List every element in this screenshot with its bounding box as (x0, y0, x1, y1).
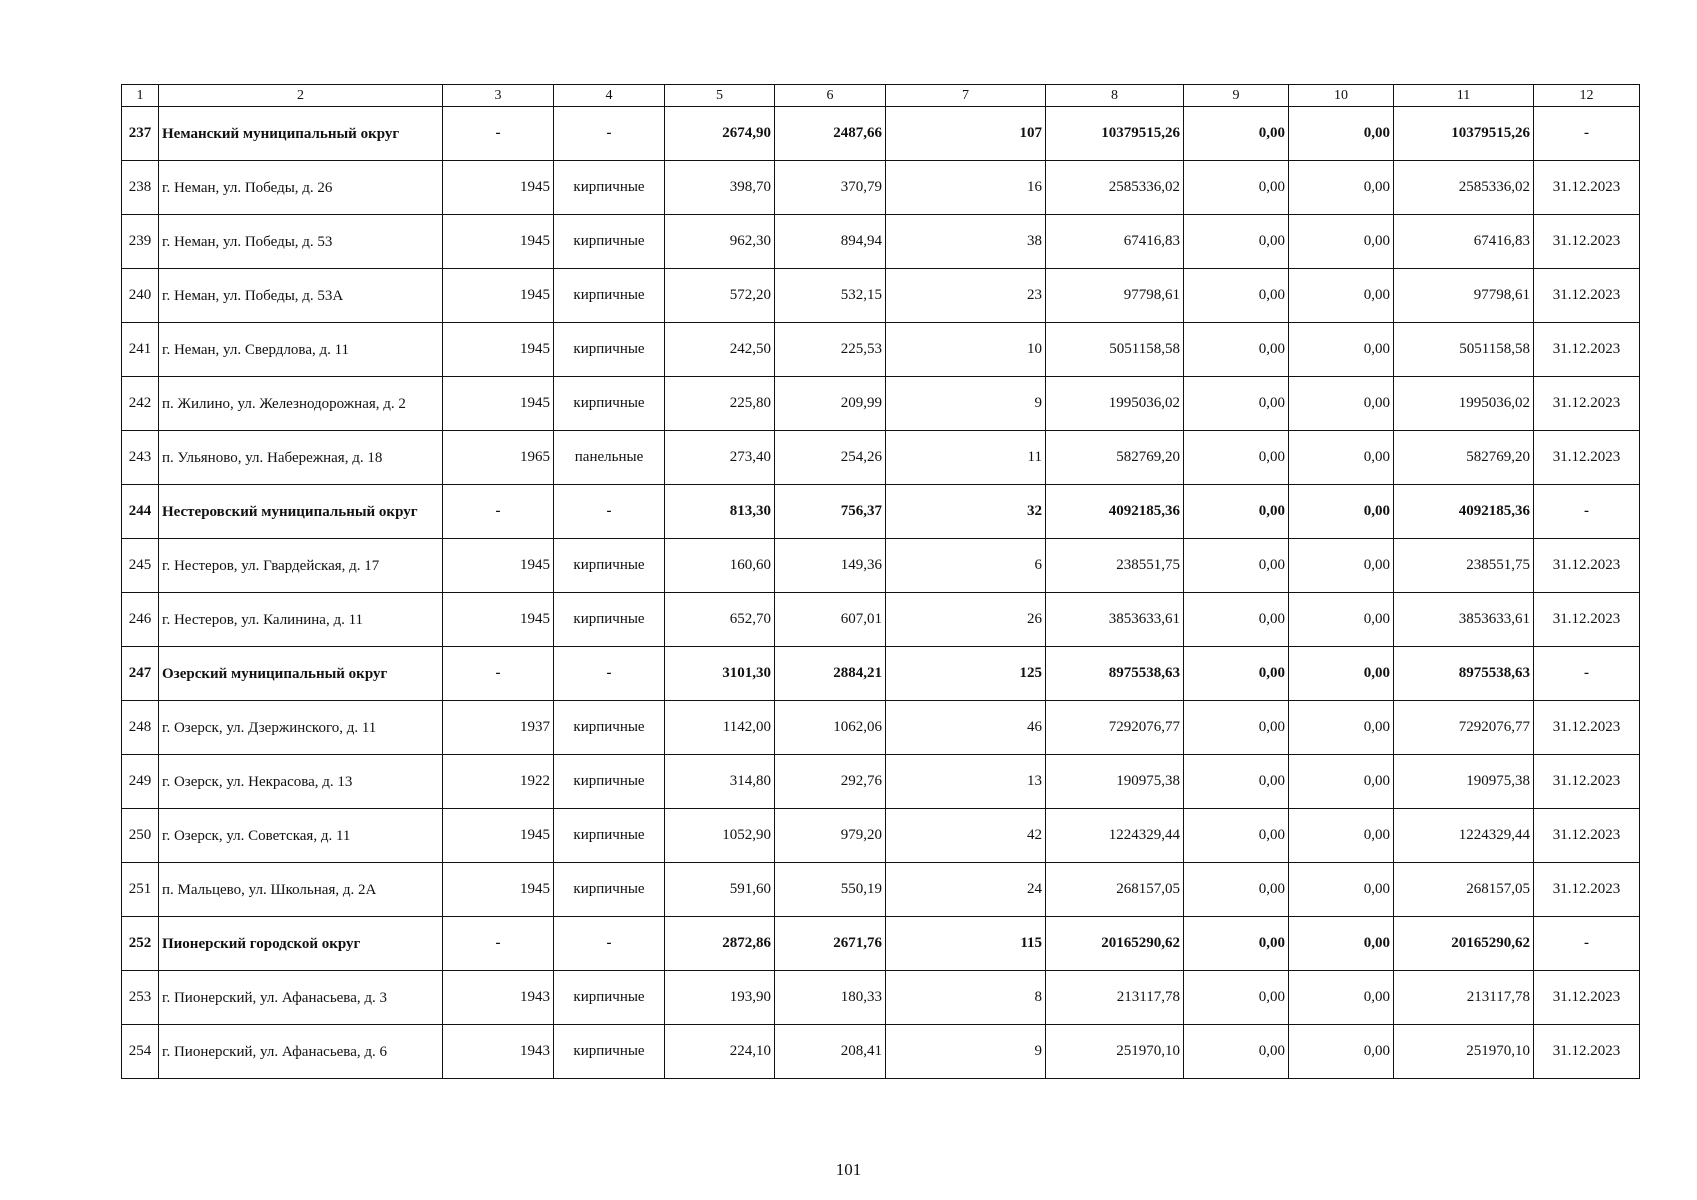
cell-living-area: 1062,06 (775, 701, 886, 755)
table-row (122, 269, 1640, 323)
cell-wall-material: кирпичные (554, 701, 665, 755)
cell-fund-cost: 0,00 (1184, 107, 1289, 161)
cell-residents-count: 125 (886, 647, 1046, 701)
cell-object-name: г. Неман, ул. Свердлова, д. 11 (159, 323, 443, 377)
cell-row-number: 246 (122, 593, 159, 647)
cell-living-area: 149,36 (775, 539, 886, 593)
cell-wall-material: кирпичные (554, 593, 665, 647)
column-header-11: 11 (1394, 85, 1534, 107)
cell-object-name: п. Мальцево, ул. Школьная, д. 2А (159, 863, 443, 917)
cell-wall-material: кирпичные (554, 377, 665, 431)
cell-living-area: 2884,21 (775, 647, 886, 701)
cell-total-area: 1142,00 (665, 701, 775, 755)
cell-year-built: 1943 (443, 1025, 554, 1079)
table-row (122, 809, 1640, 863)
cell-object-name: г. Нестеров, ул. Гвардейская, д. 17 (159, 539, 443, 593)
cell-object-name: г. Озерск, ул. Дзержинского, д. 11 (159, 701, 443, 755)
cell-total-area: 273,40 (665, 431, 775, 485)
cell-living-area: 209,99 (775, 377, 886, 431)
cell-object-name: Неманский муниципальный округ (159, 107, 443, 161)
cell-total-area: 1052,90 (665, 809, 775, 863)
cell-total-area: 225,80 (665, 377, 775, 431)
cell-object-name: г. Пионерский, ул. Афанасьева, д. 6 (159, 1025, 443, 1079)
table-row (122, 701, 1640, 755)
cell-row-number: 237 (122, 107, 159, 161)
cell-year-built: - (443, 107, 554, 161)
cell-residents-count: 9 (886, 1025, 1046, 1079)
cell-year-built: 1943 (443, 971, 554, 1025)
cell-deadline: 31.12.2023 (1534, 377, 1640, 431)
cell-living-area: 180,33 (775, 971, 886, 1025)
cell-other-cost: 10379515,26 (1394, 107, 1534, 161)
cell-living-area: 756,37 (775, 485, 886, 539)
cell-total-area: 3101,30 (665, 647, 775, 701)
cell-wall-material: панельные (554, 431, 665, 485)
cell-row-number: 240 (122, 269, 159, 323)
cell-wall-material: - (554, 647, 665, 701)
cell-fund-cost: 0,00 (1184, 161, 1289, 215)
cell-year-built: 1937 (443, 701, 554, 755)
cell-total-cost: 582769,20 (1046, 431, 1184, 485)
cell-fund-cost: 0,00 (1184, 917, 1289, 971)
cell-residents-count: 38 (886, 215, 1046, 269)
cell-fund-cost: 0,00 (1184, 377, 1289, 431)
column-header-7: 7 (886, 85, 1046, 107)
cell-total-area: 398,70 (665, 161, 775, 215)
cell-row-number: 250 (122, 809, 159, 863)
group-row (122, 107, 1640, 161)
cell-budget-cost: 0,00 (1289, 161, 1394, 215)
cell-other-cost: 20165290,62 (1394, 917, 1534, 971)
cell-wall-material: кирпичные (554, 1025, 665, 1079)
table-row (122, 539, 1640, 593)
cell-year-built: 1945 (443, 539, 554, 593)
cell-total-cost: 4092185,36 (1046, 485, 1184, 539)
column-header-2: 2 (159, 85, 443, 107)
table-row (122, 161, 1640, 215)
cell-object-name: Озерский муниципальный округ (159, 647, 443, 701)
table-row (122, 377, 1640, 431)
cell-budget-cost: 0,00 (1289, 971, 1394, 1025)
cell-other-cost: 2585336,02 (1394, 161, 1534, 215)
cell-object-name: г. Озерск, ул. Советская, д. 11 (159, 809, 443, 863)
cell-total-cost: 67416,83 (1046, 215, 1184, 269)
cell-residents-count: 6 (886, 539, 1046, 593)
cell-living-area: 225,53 (775, 323, 886, 377)
cell-fund-cost: 0,00 (1184, 755, 1289, 809)
cell-wall-material: - (554, 485, 665, 539)
cell-total-cost: 213117,78 (1046, 971, 1184, 1025)
cell-year-built: 1945 (443, 215, 554, 269)
cell-total-area: 652,70 (665, 593, 775, 647)
cell-other-cost: 213117,78 (1394, 971, 1534, 1025)
cell-row-number: 245 (122, 539, 159, 593)
cell-residents-count: 11 (886, 431, 1046, 485)
cell-residents-count: 32 (886, 485, 1046, 539)
cell-year-built: - (443, 485, 554, 539)
cell-total-cost: 238551,75 (1046, 539, 1184, 593)
table-row (122, 1025, 1640, 1079)
cell-row-number: 243 (122, 431, 159, 485)
cell-year-built: 1945 (443, 377, 554, 431)
cell-row-number: 239 (122, 215, 159, 269)
cell-object-name: г. Неман, ул. Победы, д. 53 (159, 215, 443, 269)
column-header-6: 6 (775, 85, 886, 107)
cell-wall-material: кирпичные (554, 539, 665, 593)
cell-fund-cost: 0,00 (1184, 431, 1289, 485)
group-row (122, 647, 1640, 701)
table-row (122, 323, 1640, 377)
cell-total-cost: 8975538,63 (1046, 647, 1184, 701)
table-row (122, 863, 1640, 917)
cell-other-cost: 1995036,02 (1394, 377, 1534, 431)
cell-year-built: 1965 (443, 431, 554, 485)
column-header-1: 1 (122, 85, 159, 107)
cell-wall-material: - (554, 917, 665, 971)
table-row (122, 215, 1640, 269)
cell-wall-material: кирпичные (554, 863, 665, 917)
cell-budget-cost: 0,00 (1289, 485, 1394, 539)
cell-total-cost: 10379515,26 (1046, 107, 1184, 161)
cell-year-built: 1945 (443, 593, 554, 647)
cell-deadline: 31.12.2023 (1534, 755, 1640, 809)
cell-row-number: 249 (122, 755, 159, 809)
cell-living-area: 2487,66 (775, 107, 886, 161)
cell-fund-cost: 0,00 (1184, 539, 1289, 593)
cell-budget-cost: 0,00 (1289, 215, 1394, 269)
cell-object-name: г. Озерск, ул. Некрасова, д. 13 (159, 755, 443, 809)
cell-fund-cost: 0,00 (1184, 593, 1289, 647)
cell-year-built: - (443, 647, 554, 701)
cell-fund-cost: 0,00 (1184, 647, 1289, 701)
column-header-3: 3 (443, 85, 554, 107)
column-header-10: 10 (1289, 85, 1394, 107)
cell-living-area: 2671,76 (775, 917, 886, 971)
cell-total-cost: 1995036,02 (1046, 377, 1184, 431)
cell-row-number: 247 (122, 647, 159, 701)
cell-total-area: 160,60 (665, 539, 775, 593)
cell-deadline: - (1534, 485, 1640, 539)
cell-budget-cost: 0,00 (1289, 593, 1394, 647)
cell-deadline: 31.12.2023 (1534, 809, 1640, 863)
column-header-8: 8 (1046, 85, 1184, 107)
cell-total-area: 314,80 (665, 755, 775, 809)
cell-total-area: 591,60 (665, 863, 775, 917)
column-header-9: 9 (1184, 85, 1289, 107)
cell-residents-count: 115 (886, 917, 1046, 971)
cell-deadline: 31.12.2023 (1534, 593, 1640, 647)
cell-total-cost: 2585336,02 (1046, 161, 1184, 215)
cell-other-cost: 4092185,36 (1394, 485, 1534, 539)
cell-fund-cost: 0,00 (1184, 1025, 1289, 1079)
cell-other-cost: 97798,61 (1394, 269, 1534, 323)
cell-fund-cost: 0,00 (1184, 215, 1289, 269)
table-row (122, 593, 1640, 647)
cell-wall-material: кирпичные (554, 971, 665, 1025)
cell-object-name: г. Неман, ул. Победы, д. 53А (159, 269, 443, 323)
cell-wall-material: кирпичные (554, 161, 665, 215)
cell-deadline: 31.12.2023 (1534, 431, 1640, 485)
cell-total-cost: 97798,61 (1046, 269, 1184, 323)
cell-object-name: г. Неман, ул. Победы, д. 26 (159, 161, 443, 215)
column-header-12: 12 (1534, 85, 1640, 107)
cell-other-cost: 67416,83 (1394, 215, 1534, 269)
cell-budget-cost: 0,00 (1289, 377, 1394, 431)
column-header-5: 5 (665, 85, 775, 107)
cell-living-area: 208,41 (775, 1025, 886, 1079)
cell-deadline: 31.12.2023 (1534, 269, 1640, 323)
cell-year-built: 1945 (443, 863, 554, 917)
cell-residents-count: 23 (886, 269, 1046, 323)
cell-budget-cost: 0,00 (1289, 809, 1394, 863)
cell-total-area: 813,30 (665, 485, 775, 539)
table-body (122, 107, 1640, 1079)
cell-deadline: - (1534, 647, 1640, 701)
cell-other-cost: 251970,10 (1394, 1025, 1534, 1079)
cell-total-cost: 190975,38 (1046, 755, 1184, 809)
cell-residents-count: 13 (886, 755, 1046, 809)
cell-residents-count: 46 (886, 701, 1046, 755)
cell-budget-cost: 0,00 (1289, 755, 1394, 809)
cell-living-area: 979,20 (775, 809, 886, 863)
cell-other-cost: 5051158,58 (1394, 323, 1534, 377)
cell-residents-count: 10 (886, 323, 1046, 377)
housing-table (121, 84, 1640, 1079)
cell-budget-cost: 0,00 (1289, 917, 1394, 971)
cell-deadline: 31.12.2023 (1534, 701, 1640, 755)
cell-total-area: 962,30 (665, 215, 775, 269)
cell-residents-count: 42 (886, 809, 1046, 863)
cell-other-cost: 190975,38 (1394, 755, 1534, 809)
cell-deadline: 31.12.2023 (1534, 161, 1640, 215)
cell-total-cost: 5051158,58 (1046, 323, 1184, 377)
cell-residents-count: 26 (886, 593, 1046, 647)
cell-residents-count: 107 (886, 107, 1046, 161)
cell-other-cost: 1224329,44 (1394, 809, 1534, 863)
cell-budget-cost: 0,00 (1289, 107, 1394, 161)
cell-total-area: 224,10 (665, 1025, 775, 1079)
cell-year-built: 1922 (443, 755, 554, 809)
cell-residents-count: 16 (886, 161, 1046, 215)
page-number: 101 (835, 1160, 862, 1179)
cell-row-number: 242 (122, 377, 159, 431)
group-row (122, 485, 1640, 539)
cell-row-number: 251 (122, 863, 159, 917)
cell-living-area: 550,19 (775, 863, 886, 917)
cell-total-cost: 7292076,77 (1046, 701, 1184, 755)
cell-total-cost: 1224329,44 (1046, 809, 1184, 863)
cell-object-name: г. Нестеров, ул. Калинина, д. 11 (159, 593, 443, 647)
cell-fund-cost: 0,00 (1184, 809, 1289, 863)
cell-total-area: 2872,86 (665, 917, 775, 971)
cell-deadline: 31.12.2023 (1534, 323, 1640, 377)
table-row (122, 755, 1640, 809)
cell-year-built: - (443, 917, 554, 971)
cell-budget-cost: 0,00 (1289, 701, 1394, 755)
cell-row-number: 238 (122, 161, 159, 215)
cell-total-cost: 20165290,62 (1046, 917, 1184, 971)
cell-other-cost: 238551,75 (1394, 539, 1534, 593)
cell-living-area: 254,26 (775, 431, 886, 485)
cell-total-cost: 3853633,61 (1046, 593, 1184, 647)
cell-fund-cost: 0,00 (1184, 269, 1289, 323)
cell-total-cost: 268157,05 (1046, 863, 1184, 917)
cell-other-cost: 8975538,63 (1394, 647, 1534, 701)
table-row (122, 431, 1640, 485)
cell-budget-cost: 0,00 (1289, 269, 1394, 323)
cell-object-name: Нестеровский муниципальный округ (159, 485, 443, 539)
cell-budget-cost: 0,00 (1289, 647, 1394, 701)
cell-other-cost: 268157,05 (1394, 863, 1534, 917)
cell-deadline: - (1534, 917, 1640, 971)
cell-wall-material: кирпичные (554, 215, 665, 269)
cell-wall-material: кирпичные (554, 755, 665, 809)
cell-object-name: п. Ульяново, ул. Набережная, д. 18 (159, 431, 443, 485)
cell-living-area: 370,79 (775, 161, 886, 215)
cell-deadline: 31.12.2023 (1534, 971, 1640, 1025)
cell-row-number: 244 (122, 485, 159, 539)
cell-budget-cost: 0,00 (1289, 863, 1394, 917)
cell-object-name: п. Жилино, ул. Железнодорожная, д. 2 (159, 377, 443, 431)
cell-object-name: Пионерский городской округ (159, 917, 443, 971)
cell-wall-material: - (554, 107, 665, 161)
cell-budget-cost: 0,00 (1289, 1025, 1394, 1079)
cell-row-number: 252 (122, 917, 159, 971)
cell-row-number: 241 (122, 323, 159, 377)
cell-other-cost: 3853633,61 (1394, 593, 1534, 647)
cell-budget-cost: 0,00 (1289, 431, 1394, 485)
cell-deadline: 31.12.2023 (1534, 215, 1640, 269)
cell-fund-cost: 0,00 (1184, 485, 1289, 539)
cell-wall-material: кирпичные (554, 323, 665, 377)
cell-row-number: 253 (122, 971, 159, 1025)
cell-year-built: 1945 (443, 161, 554, 215)
cell-other-cost: 7292076,77 (1394, 701, 1534, 755)
cell-fund-cost: 0,00 (1184, 863, 1289, 917)
cell-total-area: 193,90 (665, 971, 775, 1025)
cell-wall-material: кирпичные (554, 269, 665, 323)
cell-living-area: 607,01 (775, 593, 886, 647)
cell-budget-cost: 0,00 (1289, 539, 1394, 593)
cell-residents-count: 8 (886, 971, 1046, 1025)
cell-residents-count: 24 (886, 863, 1046, 917)
column-header-4: 4 (554, 85, 665, 107)
cell-living-area: 292,76 (775, 755, 886, 809)
cell-wall-material: кирпичные (554, 809, 665, 863)
cell-deadline: - (1534, 107, 1640, 161)
cell-row-number: 254 (122, 1025, 159, 1079)
header-row (122, 85, 1640, 107)
group-row (122, 917, 1640, 971)
cell-living-area: 532,15 (775, 269, 886, 323)
cell-residents-count: 9 (886, 377, 1046, 431)
cell-total-area: 572,20 (665, 269, 775, 323)
cell-row-number: 248 (122, 701, 159, 755)
cell-deadline: 31.12.2023 (1534, 863, 1640, 917)
cell-fund-cost: 0,00 (1184, 971, 1289, 1025)
cell-total-area: 242,50 (665, 323, 775, 377)
cell-year-built: 1945 (443, 323, 554, 377)
cell-fund-cost: 0,00 (1184, 323, 1289, 377)
cell-year-built: 1945 (443, 809, 554, 863)
cell-other-cost: 582769,20 (1394, 431, 1534, 485)
cell-budget-cost: 0,00 (1289, 323, 1394, 377)
cell-total-cost: 251970,10 (1046, 1025, 1184, 1079)
cell-object-name: г. Пионерский, ул. Афанасьева, д. 3 (159, 971, 443, 1025)
cell-year-built: 1945 (443, 269, 554, 323)
cell-fund-cost: 0,00 (1184, 701, 1289, 755)
cell-deadline: 31.12.2023 (1534, 1025, 1640, 1079)
table-row (122, 971, 1640, 1025)
cell-total-area: 2674,90 (665, 107, 775, 161)
cell-living-area: 894,94 (775, 215, 886, 269)
cell-deadline: 31.12.2023 (1534, 539, 1640, 593)
